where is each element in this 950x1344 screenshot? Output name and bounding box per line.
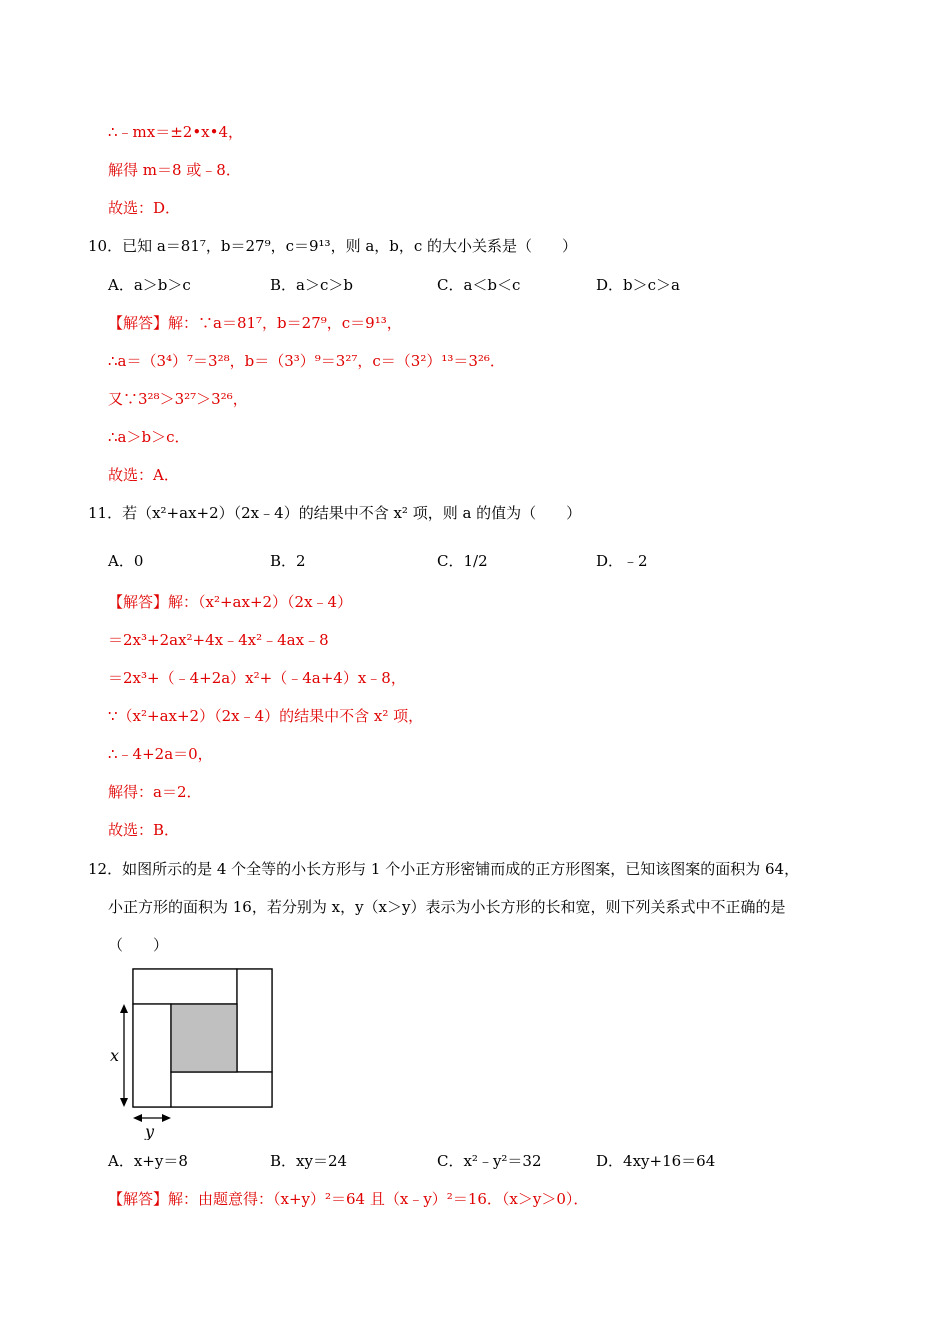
question-12: 12．如图所示的是 4 个全等的小长方形与 1 个小正方形密铺而成的正方形图案，已知该图案的面积为 64， [88,860,800,878]
question-12-cont: 小正方形的面积为 16，若分别为 x，y（x＞y）表示为小长方形的长和宽，则下列关系式中不正确的是 [108,898,786,916]
answer-line: ∴a＞b＞c． [108,428,190,446]
tiling-figure [105,965,280,1140]
question-11: 11．若（x²+ax+2）（2x﹣4）的结果中不含 x² 项，则 a 的值为（ ） [88,504,582,522]
answer-line: ＝2x³+（﹣4+2a）x²+（﹣4a+4）x﹣8， [108,669,406,687]
answer-line: 【解答】解：由题意得：（x+y）²＝64 且（x﹣y）²＝16．（x＞y＞0）． [108,1190,589,1208]
option-d: D．4xy+16＝64 [596,1152,716,1170]
answer-line: ∴a＝（3⁴）⁷＝3²⁸，b＝（3³）⁹＝3²⁷，c＝（3²）¹³＝3²⁶． [108,352,505,370]
y-label: y [145,1122,155,1140]
rect-right [237,969,272,1072]
answer-line: 故选：B． [108,821,180,839]
shaded-square [171,1004,237,1072]
y-arrow-head-left [133,1114,142,1122]
option-c: C．a＜b＜c [437,276,521,294]
answer-line: 解得：a＝2． [108,783,202,801]
question-12-cont: （ ） [108,936,169,954]
option-a: A．0 [108,552,144,570]
solution-line: 解得 m＝8 或﹣8． [108,161,241,179]
y-arrow-head-right [162,1114,171,1122]
option-b: B．2 [270,552,306,570]
x-arrow-head-top [120,1004,128,1013]
answer-line: 又∵3²⁸＞3²⁷＞3²⁶， [108,390,248,408]
option-b: B．xy＝24 [270,1152,348,1170]
x-arrow-head-bottom [120,1098,128,1107]
answer-line: ＝2x³+2ax²+4x﹣4x²﹣4ax﹣8 [108,631,329,649]
option-d: D．﹣2 [596,552,648,570]
option-d: D．b＞c＞a [596,276,680,294]
answer-line: ∴﹣4+2a＝0， [108,745,213,763]
answer-line: 【解答】解：∵a＝81⁷，b＝27⁹，c＝9¹³， [108,314,402,332]
solution-line: ∴﹣mx＝±2•x•4， [108,123,244,141]
answer-line: 【解答】解：（x²+ax+2）（2x﹣4） [108,593,353,611]
rect-bottom [171,1072,272,1107]
option-a: A．x+y＝8 [108,1152,188,1170]
rect-top [133,969,237,1004]
solution-line: 故选：D． [108,199,181,217]
x-label: x [110,1046,120,1065]
question-10: 10．已知 a＝81⁷，b＝27⁹，c＝9¹³，则 a，b，c 的大小关系是（ ） [88,237,578,255]
rect-left [133,1004,171,1107]
answer-line: ∵（x²+ax+2）（2x﹣4）的结果中不含 x² 项， [108,707,424,725]
answer-line: 故选：A． [108,466,179,484]
option-b: B．a＞c＞b [270,276,353,294]
option-c: C．1/2 [437,552,488,570]
option-a: A．a＞b＞c [108,276,191,294]
option-c: C．x²﹣y²＝32 [437,1152,542,1170]
